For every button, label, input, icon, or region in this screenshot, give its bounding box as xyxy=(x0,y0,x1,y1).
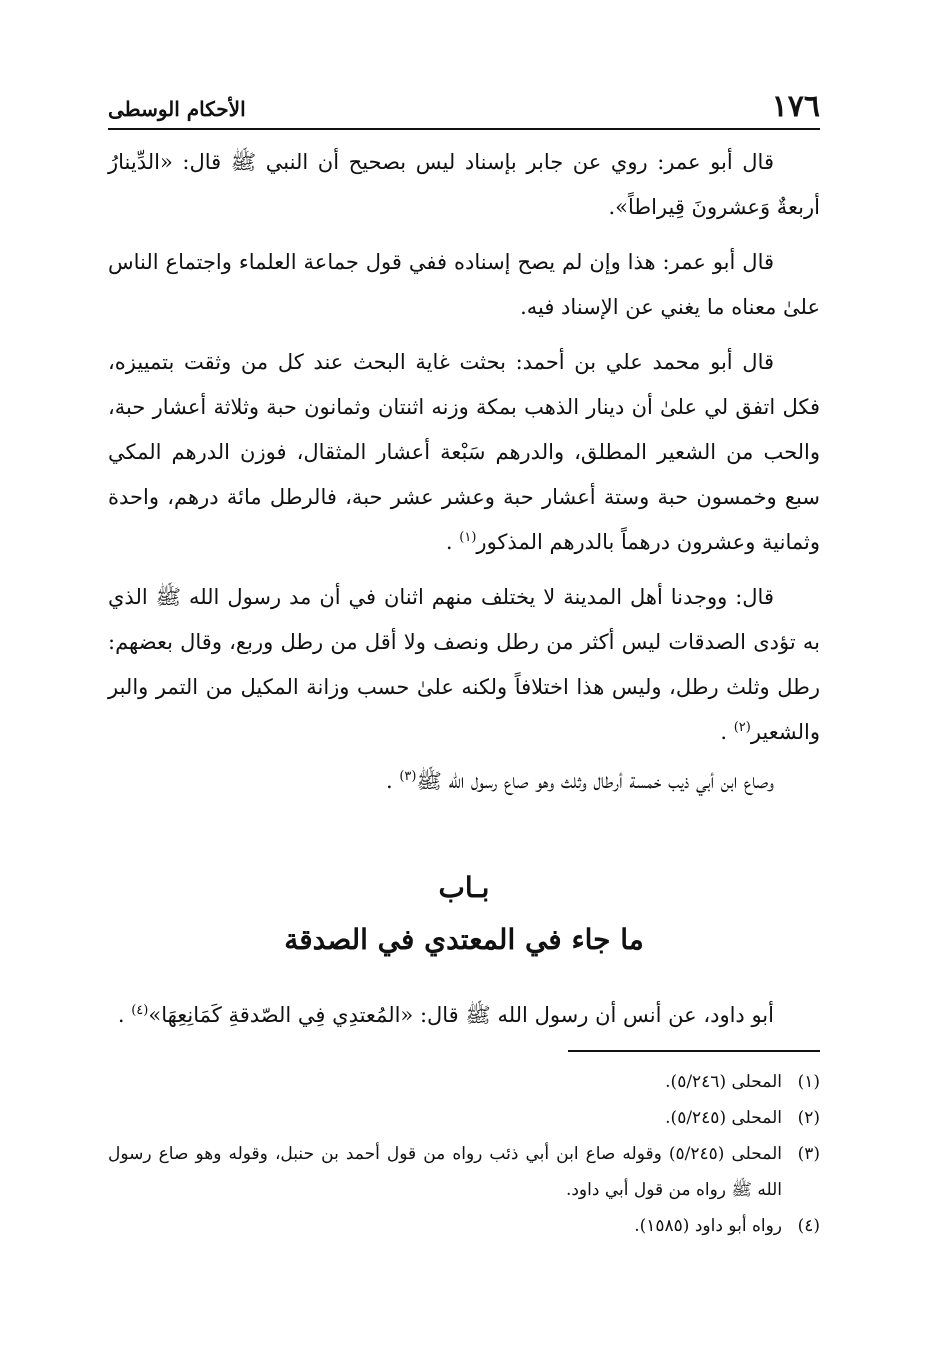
page-header xyxy=(108,88,820,130)
footnote-ref: (١) xyxy=(459,530,477,545)
footnote-text: المحلى (٥/٢٤٥) وقوله صاع ابن أبي ذئب رواه من قول أحمد بن حنبل، وقوله وهو صاع رسول الله ﷺ رواه من قول أبي داود. xyxy=(108,1144,782,1200)
footnote-number: (٣) xyxy=(797,1144,820,1164)
paragraph-5: وصاع ابن أبي ذيب خمسة أرطال وثلث وهو صاع رسول الله ﷺ$^{(٣)}$ . xyxy=(385,769,774,793)
paragraph-text: قال أبو عمر: روي عن جابر بإسناد ليس بصحيح أن النبي ﷺ قال: «الدِّينارُ أربعةٌ وَعشرونَ قِيراطاً». xyxy=(108,150,820,219)
footnote-text: المحلى (٥/٢٤٥). xyxy=(665,1108,782,1128)
paragraph-text: وصاع ابن أبي ذيب خمسة أرطال وثلث وهو صاع رسول الله ﷺ xyxy=(416,769,774,793)
footnote-number: (١) xyxy=(797,1072,820,1092)
footnote-number: (٤) xyxy=(797,1216,820,1236)
hadith-body: أبو داود، عن أنس أن رسول الله ﷺ قال: «المُعتدِي فِي الصّدقةِ كَمَانِعِهَا» xyxy=(148,1003,774,1027)
footnote-divider xyxy=(568,1050,820,1052)
chapter-title: ما جاء في المعتدي في الصدقة xyxy=(284,923,644,956)
paragraph-1 xyxy=(108,140,820,230)
footnote-text: المحلى (٥/٢٤٦). xyxy=(665,1072,782,1092)
footnote-item xyxy=(108,1064,820,1100)
footnotes xyxy=(108,1064,820,1244)
footnote-number: (٢) xyxy=(797,1108,820,1128)
hadith-text: أبو داود، عن أنس أن رسول الله ﷺ قال: «المُعتدِي فِي الصّدقةِ كَمَانِعِهَا»$^{(٤)}$ . xyxy=(117,1003,774,1027)
paragraph-2 xyxy=(108,240,820,330)
paragraph-3: قال أبو محمد علي بن أحمد: بحثت غاية البحث عند كل من وثقت بتمييزه، فكل اتفق لي علىٰ أن دينار الذهب بمكة وزنه اثنتان وثمانون حبة وثلاثة أعشار حبة، والحب من الشعير المطلق، والدرهم سَبْعة أعشار المثقال، فوزن الدرهم المكي سبع وخمسون حبة وستة أعشار حبة وعشر عشر حبة، فالرطل مائة درهم، واحدة وثمانية وعشرون درهماً بالدرهم المذكور$^{(١)}$ . xyxy=(108,350,820,554)
paragraph-text: قال أبو محمد علي بن أحمد: بحثت غاية البحث عند كل من وثقت بتمييزه، فكل اتفق لي علىٰ أن دينار الذهب بمكة وزنه اثنتان وثمانون حبة وثلاثة أعشار حبة، والحب من الشعير المطلق، والدرهم سَبْعة أعشار المثقال، فوزن الدرهم المكي سبع وخمسون حبة وستة أعشار حبة وعشر عشر حبة، فالرطل مائة درهم، واحدة وثمانية وعشرون درهماً بالدرهم المذكور xyxy=(108,350,820,554)
footnote-item xyxy=(108,1100,820,1136)
footnote-item xyxy=(108,1208,820,1244)
paragraph-text: قال أبو عمر: هذا وإن لم يصح إسناده ففي قول جماعة العلماء واجتماع الناس علىٰ معناه ما يغني عن الإسناد فيه. xyxy=(108,250,820,319)
footnote-ref: (٢) xyxy=(733,720,751,735)
running-title: الأحكام الوسطى xyxy=(108,97,246,121)
footnote-ref: (٣) xyxy=(399,769,417,784)
main-text xyxy=(108,140,820,814)
footnote-text: رواه أبو داود (١٥٨٥). xyxy=(634,1216,782,1236)
footnote-ref: (٤) xyxy=(131,1003,149,1018)
paragraph-4: قال: ووجدنا أهل المدينة لا يختلف منهم اثنان في أن مد رسول الله ﷺ الذي به تؤدى الصدقات ليس أكثر من رطل ونصف ولا أقل من رطل وربع، وقال بعضهم: رطل وثلث رطل، وليس هذا اختلافاً ولكنه علىٰ حسب وزانة المكيل من التمر والبر والشعير$^{(٢)}$ . xyxy=(108,585,820,744)
paragraph-text: قال: ووجدنا أهل المدينة لا يختلف منهم اثنان في أن مد رسول الله ﷺ الذي به تؤدى الصدقات ليس أكثر من رطل ونصف ولا أقل من رطل وربع، وقال بعضهم: رطل وثلث رطل، وليس هذا اختلافاً ولكنه علىٰ حسب وزانة المكيل من التمر والبر والشعير xyxy=(108,585,820,744)
footnote-item xyxy=(108,1136,820,1208)
page-number: ١٧٦ xyxy=(771,89,820,124)
chapter-label: بـاب xyxy=(438,871,490,904)
